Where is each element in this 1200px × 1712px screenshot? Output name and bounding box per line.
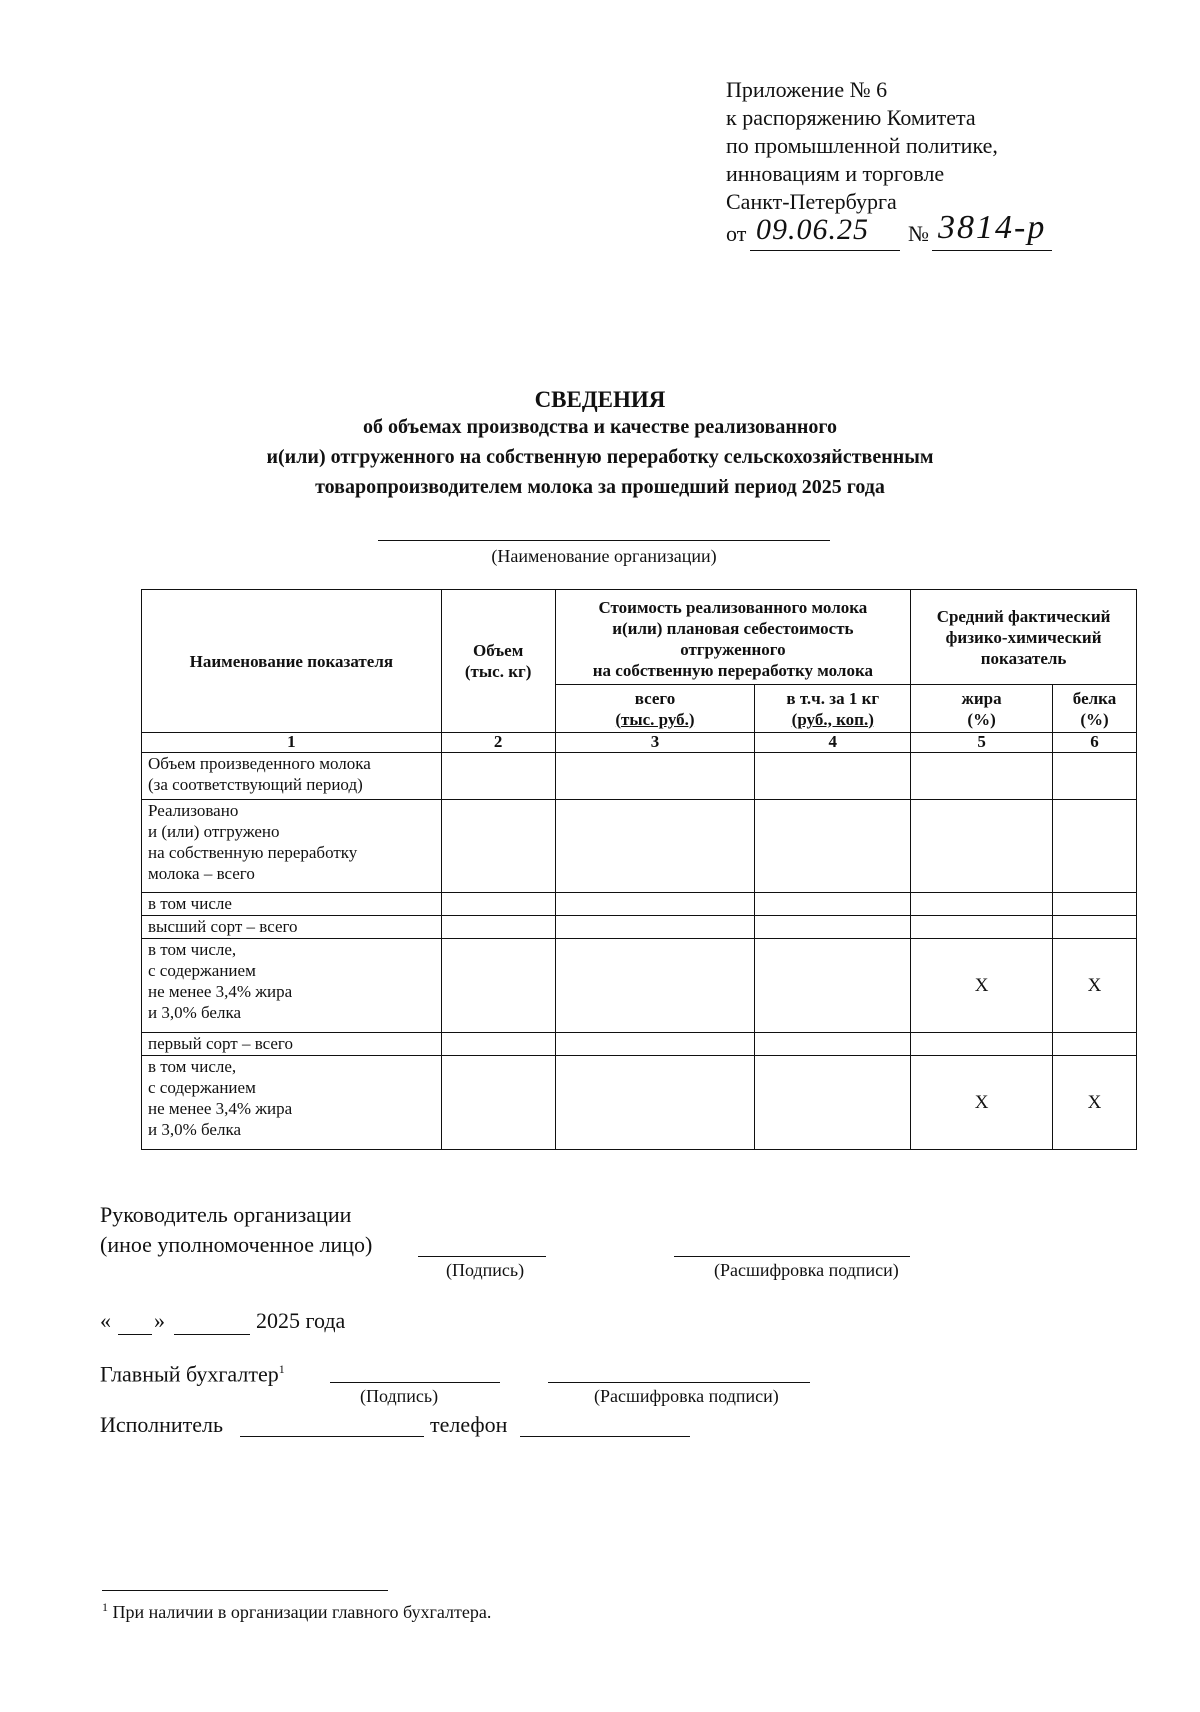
row-label: высший сорт – всего [142, 916, 442, 939]
per-kg-cell[interactable] [755, 1056, 911, 1150]
date-underline [750, 250, 900, 251]
volume-cell[interactable] [441, 753, 555, 800]
chief-signature-field[interactable] [330, 1382, 500, 1383]
head-label-line1: Руководитель организации [100, 1202, 352, 1227]
protein-cell: Х [1053, 939, 1137, 1033]
col-number: 6 [1053, 733, 1137, 753]
number-prefix: № [908, 221, 929, 246]
protein-cell[interactable] [1053, 916, 1137, 939]
volume-cell[interactable] [441, 800, 555, 893]
appendix-header [726, 76, 1056, 256]
col-number: 4 [755, 733, 911, 753]
executor-label: Исполнитель [100, 1412, 224, 1437]
fat-cell[interactable] [911, 1033, 1053, 1056]
column-numbers-row [142, 733, 1137, 753]
head-signature-field[interactable] [418, 1256, 546, 1257]
volume-cell[interactable] [441, 1056, 555, 1150]
head-signature-caption: (Подпись) [446, 1260, 525, 1280]
header-line: Приложение № 6 [726, 77, 888, 102]
header-name: Наименование показателя [142, 590, 442, 733]
protein-cell[interactable] [1053, 800, 1137, 893]
document-title: СВЕДЕНИЯ [534, 387, 666, 412]
volume-cell[interactable] [441, 1033, 555, 1056]
chief-accountant-label: Главный бухгалтер$^1$ [100, 1361, 285, 1387]
table-row [142, 1033, 1137, 1056]
total-cell[interactable] [555, 753, 755, 800]
header-total: всего (тыс. руб.) [555, 685, 755, 733]
date-month-field[interactable] [174, 1334, 250, 1335]
header-cost: Стоимость реализованного молока и(или) плановая себестоимость отгруженного на собственную переработку молока [555, 590, 911, 685]
header-line: инновациям и торговле [726, 161, 945, 186]
header-line: Санкт-Петербурга [726, 189, 897, 214]
row-label: первый сорт – всего [142, 1033, 442, 1056]
col-number: 1 [142, 733, 442, 753]
date-close-quote: » [154, 1308, 165, 1333]
date-prefix: от [726, 221, 747, 246]
header-line: по промышленной политике, [726, 133, 998, 158]
organization-name-field[interactable] [378, 540, 830, 541]
col-number: 3 [555, 733, 755, 753]
protein-cell[interactable] [1053, 753, 1137, 800]
fat-cell[interactable] [911, 753, 1053, 800]
header-indicator: Средний фактический физико-химический показатель [911, 590, 1137, 685]
table-row [142, 939, 1137, 1033]
date-day-field[interactable] [118, 1334, 152, 1335]
table-row [142, 1056, 1137, 1150]
footnote-ref: 1 [278, 1362, 285, 1376]
organization-caption: (Наименование организации) [491, 546, 717, 566]
phone-field[interactable] [520, 1436, 690, 1437]
fat-cell: Х [911, 1056, 1053, 1150]
fat-cell: Х [911, 939, 1053, 1033]
total-cell[interactable] [555, 916, 755, 939]
row-label: в том числе, с содержанием не менее 3,4% жира и 3,0% белка [142, 939, 442, 1033]
volume-cell[interactable] [441, 939, 555, 1033]
total-cell[interactable] [555, 893, 755, 916]
table-row [142, 916, 1137, 939]
volume-cell[interactable] [441, 893, 555, 916]
footnote [102, 1600, 491, 1623]
table-row [142, 893, 1137, 916]
per-kg-cell[interactable] [755, 1033, 911, 1056]
footnote-divider [102, 1590, 388, 1591]
document-subtitle-line: и(или) отгруженного на собственную переработку сельскохозяйственным [266, 446, 934, 468]
protein-cell: Х [1053, 1056, 1137, 1150]
row-label: в том числе [142, 893, 442, 916]
milk-report-table [141, 589, 1137, 1150]
order-date-number [726, 209, 1056, 256]
executor-field[interactable] [240, 1436, 424, 1437]
protein-cell[interactable] [1053, 893, 1137, 916]
head-decode-field[interactable] [674, 1256, 910, 1257]
row-label: Объем произведенного молока (за соответствующий период) [142, 753, 442, 800]
per-kg-cell[interactable] [755, 939, 911, 1033]
head-label-line2: (иное уполномоченное лицо) [100, 1232, 373, 1257]
handwritten-number: 3814-р [938, 209, 1047, 246]
chief-decode-field[interactable] [548, 1382, 810, 1383]
header-per-kg: в т.ч. за 1 кг (руб., коп.) [755, 685, 911, 733]
document-subtitle-line: товаропроизводителем молока за прошедший период 2025 года [315, 476, 885, 498]
row-label: Реализовано и (или) отгружено на собственную переработку молока – всего [142, 800, 442, 893]
fat-cell[interactable] [911, 893, 1053, 916]
total-cell[interactable] [555, 939, 755, 1033]
handwritten-date: 09.06.25 [756, 213, 869, 246]
date-year: 2025 года [256, 1308, 346, 1333]
header-line: к распоряжению Комитета [726, 105, 976, 130]
chief-signature-caption: (Подпись) [360, 1386, 439, 1406]
table-row [142, 800, 1137, 893]
per-kg-cell[interactable] [755, 800, 911, 893]
header-fat: жира (%) [911, 685, 1053, 733]
per-kg-cell[interactable] [755, 753, 911, 800]
chief-decode-caption: (Расшифровка подписи) [594, 1386, 779, 1406]
header-protein: белка (%) [1053, 685, 1137, 733]
protein-cell[interactable] [1053, 1033, 1137, 1056]
col-number: 2 [441, 733, 555, 753]
per-kg-cell[interactable] [755, 893, 911, 916]
per-kg-cell[interactable] [755, 916, 911, 939]
number-underline [932, 250, 1052, 251]
footnote-mark: 1 [102, 1600, 108, 1614]
date-open-quote: « [100, 1308, 111, 1333]
total-cell[interactable] [555, 800, 755, 893]
col-number: 5 [911, 733, 1053, 753]
fat-cell[interactable] [911, 916, 1053, 939]
document-subtitle-line: об объемах производства и качестве реализованного [363, 416, 837, 438]
table-row [142, 753, 1137, 800]
volume-cell[interactable] [441, 916, 555, 939]
row-label: в том числе, с содержанием не менее 3,4% жира и 3,0% белка [142, 1056, 442, 1150]
phone-label: телефон [430, 1412, 508, 1437]
header-volume: Объем (тыс. кг) [441, 590, 555, 733]
total-cell[interactable] [555, 1033, 755, 1056]
head-decode-caption: (Расшифровка подписи) [714, 1260, 899, 1280]
total-cell[interactable] [555, 1056, 755, 1150]
fat-cell[interactable] [911, 800, 1053, 893]
footnote-text: При наличии в организации главного бухгалтера. [112, 1602, 492, 1622]
